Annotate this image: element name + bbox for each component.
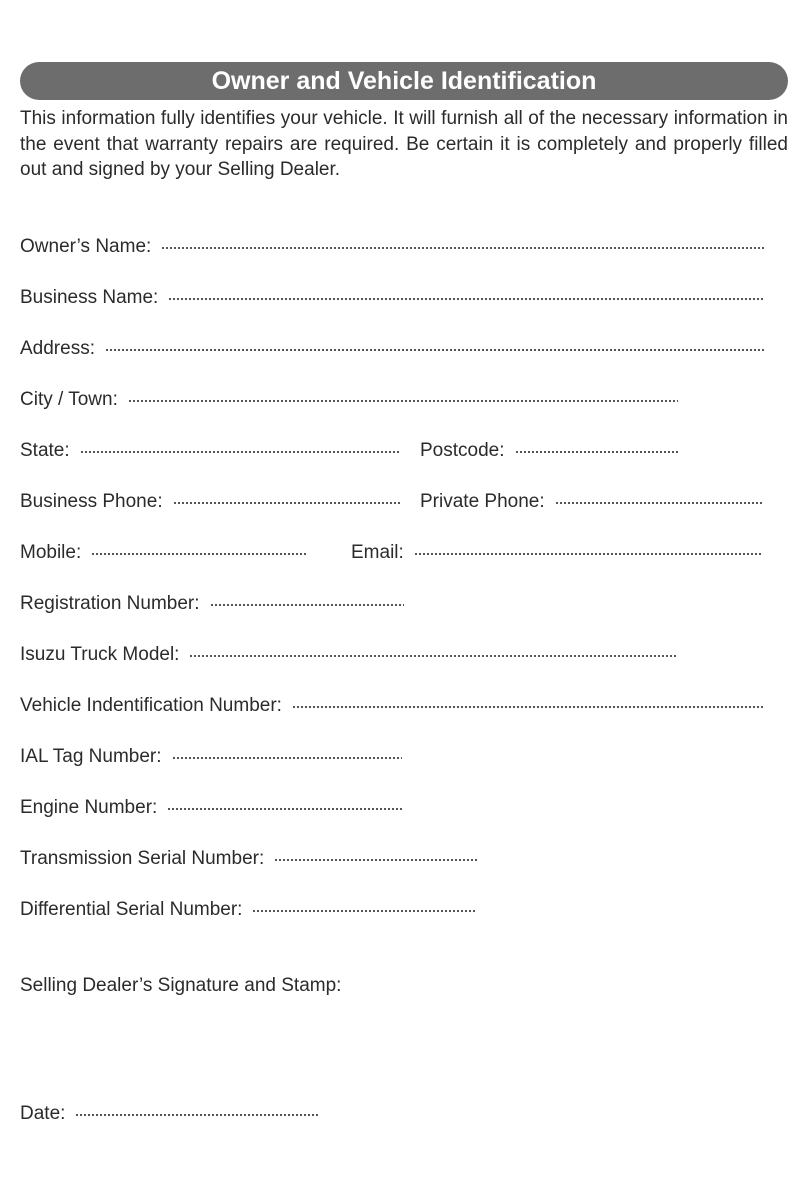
date-label: Date: (20, 1103, 66, 1124)
owners-name-line[interactable] (161, 246, 764, 250)
postcode-field[interactable] (420, 440, 680, 462)
differential-serial-number-label: Differential Serial Number: (20, 899, 243, 920)
form-title: Owner and Vehicle Identification (211, 66, 597, 95)
business-name-label: Business Name: (20, 287, 159, 308)
differential-serial-number-line[interactable] (252, 909, 476, 913)
vin-label: Vehicle Indentification Number: (20, 695, 282, 716)
private-phone-field[interactable] (420, 491, 762, 513)
private-phone-line[interactable] (555, 501, 762, 505)
mobile-label: Mobile: (20, 542, 82, 563)
date-line[interactable] (75, 1113, 318, 1117)
registration-number-label: Registration Number: (20, 593, 200, 614)
transmission-serial-number-field[interactable] (20, 848, 478, 870)
address-field[interactable] (20, 338, 764, 360)
differential-serial-number-field[interactable] (20, 899, 476, 921)
isuzu-truck-model-line[interactable] (189, 654, 676, 658)
dealer-signature-field[interactable] (20, 975, 341, 997)
city-town-field[interactable] (20, 389, 678, 411)
intro-paragraph: This information fully identifies your vehicle. It will furnish all of the necessary information in the event that warranty repairs are required. Be certain it is completely and properly filled out and signed by your Selling Dealer. (20, 108, 788, 180)
vin-line[interactable] (292, 705, 764, 709)
email-field[interactable] (351, 542, 762, 564)
email-label: Email: (351, 542, 404, 563)
ial-tag-number-line[interactable] (172, 756, 402, 760)
mobile-line[interactable] (91, 552, 306, 556)
vin-field[interactable] (20, 695, 764, 717)
transmission-serial-number-label: Transmission Serial Number: (20, 848, 265, 869)
city-town-label: City / Town: (20, 389, 118, 410)
form-title-banner (20, 62, 788, 100)
engine-number-field[interactable] (20, 797, 404, 819)
state-label: State: (20, 440, 70, 461)
registration-number-line[interactable] (210, 603, 404, 607)
business-name-field[interactable] (20, 287, 764, 309)
postcode-label: Postcode: (420, 440, 505, 461)
isuzu-truck-model-field[interactable] (20, 644, 676, 666)
state-line[interactable] (80, 450, 400, 454)
dealer-signature-label: Selling Dealer’s Signature and Stamp: (20, 975, 342, 996)
ial-tag-number-label: IAL Tag Number: (20, 746, 162, 767)
transmission-serial-number-line[interactable] (274, 858, 478, 862)
mobile-field[interactable] (20, 542, 306, 564)
private-phone-label: Private Phone: (420, 491, 545, 512)
email-line[interactable] (414, 552, 762, 556)
isuzu-truck-model-label: Isuzu Truck Model: (20, 644, 180, 665)
business-phone-line[interactable] (173, 501, 402, 505)
address-label: Address: (20, 338, 95, 359)
state-field[interactable] (20, 440, 400, 462)
address-line[interactable] (105, 348, 764, 352)
engine-number-line[interactable] (167, 807, 404, 811)
business-phone-field[interactable] (20, 491, 402, 513)
owners-name-field[interactable] (20, 236, 764, 258)
postcode-line[interactable] (515, 450, 681, 454)
ial-tag-number-field[interactable] (20, 746, 402, 768)
business-name-line[interactable] (168, 297, 764, 301)
date-field[interactable] (20, 1103, 318, 1125)
city-town-line[interactable] (128, 399, 678, 403)
engine-number-label: Engine Number: (20, 797, 158, 818)
business-phone-label: Business Phone: (20, 491, 163, 512)
registration-number-field[interactable] (20, 593, 404, 615)
owners-name-label: Owner’s Name: (20, 236, 152, 257)
